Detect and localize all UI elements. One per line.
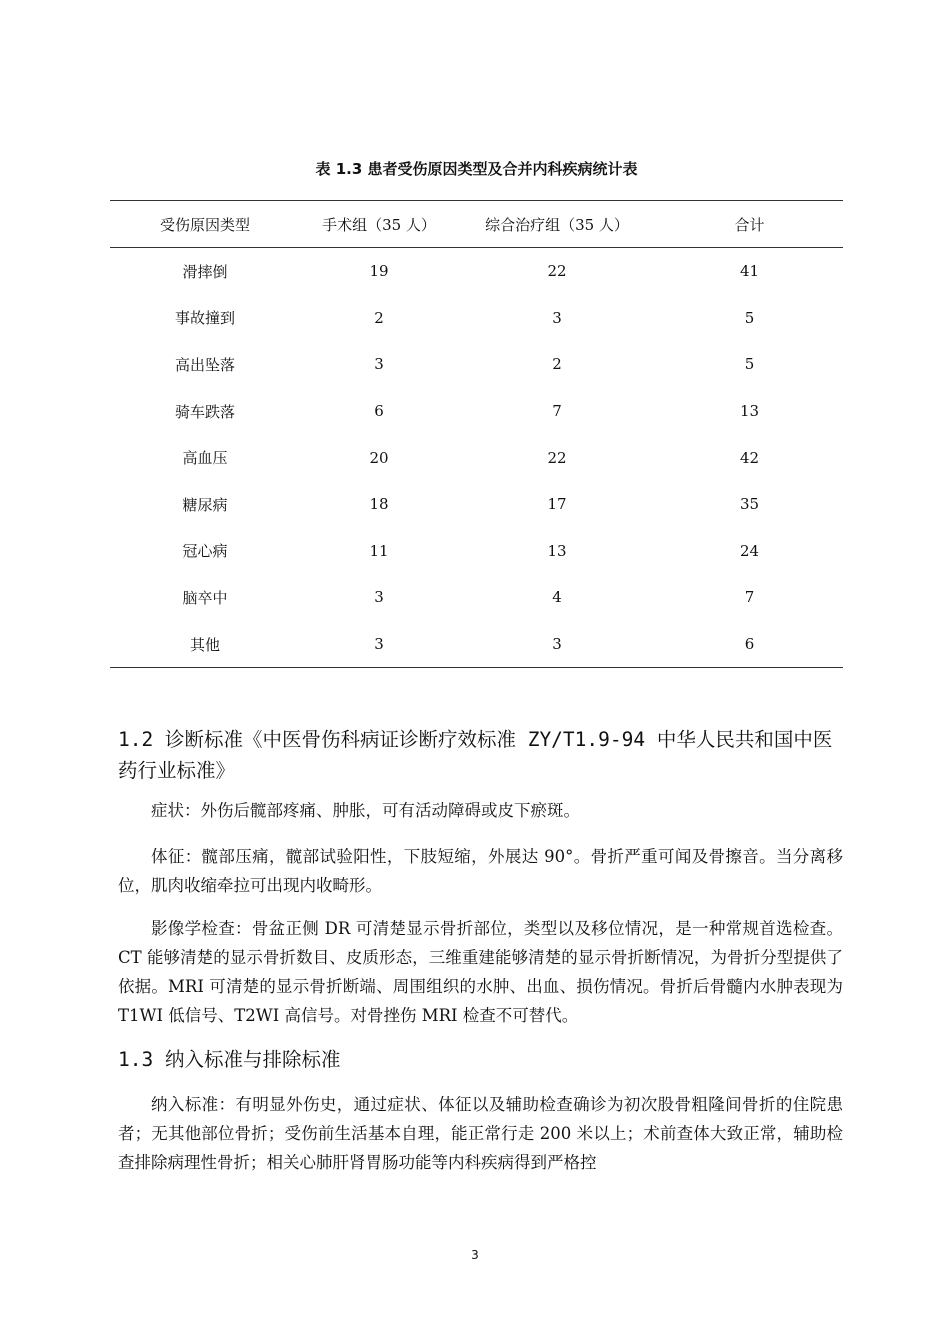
- table-row: [110, 528, 843, 575]
- table-row: [110, 481, 843, 528]
- table-cell: 22: [547, 448, 567, 467]
- column-header-injury-type: 受伤原因类型: [159, 215, 250, 234]
- table-cell: 6: [744, 635, 755, 654]
- paragraph-signs: 体征：髋部压痛，髋部试验阳性，下肢短缩，外展达 90°。骨折严重可闻及骨擦音。当分离移位，肌肉收缩牵拉可出现内收畸形。: [118, 847, 843, 895]
- table-row: [110, 574, 843, 621]
- table-cell: 3: [374, 355, 384, 374]
- table-cell: 其他: [189, 635, 220, 654]
- table-cell: 35: [739, 495, 760, 514]
- table-cell: 6: [374, 402, 384, 421]
- table-cell: 41: [739, 262, 760, 281]
- table-cell: 骑车跌落: [174, 402, 235, 421]
- table-row: [110, 621, 843, 668]
- table-cell: 5: [744, 308, 755, 327]
- section-heading-inclusion-exclusion: 1.3 纳入标准与排除标准: [118, 1048, 341, 1071]
- table-header-row: [110, 201, 843, 248]
- table-cell: 脑卒中: [182, 588, 228, 607]
- table-cell: 22: [547, 262, 567, 281]
- table-cell: 24: [739, 541, 760, 560]
- table-cell: 42: [739, 448, 760, 467]
- table-row: [110, 434, 843, 481]
- table-cell: 7: [552, 402, 562, 421]
- table-cell: 3: [552, 635, 562, 654]
- table-cell: 滑摔倒: [182, 262, 228, 281]
- table-cell: 7: [744, 588, 755, 607]
- table-cell: 3: [374, 588, 384, 607]
- paragraph-symptoms: 症状：外伤后髋部疼痛、肿胀，可有活动障碍或皮下瘀斑。: [151, 801, 580, 820]
- table-row: [110, 295, 843, 342]
- table-cell: 高出坠落: [174, 355, 235, 374]
- table-row: [110, 248, 843, 295]
- column-header-combined-treatment-group: 综合治疗组（35 人）: [485, 215, 629, 234]
- table-cell: 3: [552, 308, 562, 327]
- table-cell: 糖尿病: [182, 495, 228, 514]
- table-cell: 11: [369, 541, 389, 560]
- table-caption: 表 1.3 患者受伤原因类型及合并内科疾病统计表: [315, 160, 638, 178]
- table-row: [110, 388, 843, 435]
- paragraph-inclusion-criteria: 纳入标准：有明显外伤史，通过症状、体征以及辅助检查确诊为初次股骨粗隆间骨折的住院患者；无其他部位骨折；受伤前生活基本自理，能正常行走 200 米以上；术前查体大致正常，辅助检查排除病理性骨折；相关心肺肝肾胃肠功能等内科疾病得到严格控: [118, 1095, 843, 1172]
- table-cell: 17: [547, 495, 567, 514]
- section-heading-diagnostic-criteria: 1.2 诊断标准《中医骨伤科病证诊断疗效标准 ZY/T1.9-94 中华人民共和国中医药行业标准》: [118, 728, 833, 782]
- table-cell: 13: [739, 402, 760, 421]
- injury-statistics-table: [110, 200, 843, 668]
- table-row: [110, 341, 843, 388]
- table-cell: 4: [552, 588, 562, 607]
- column-header-total: 合计: [734, 215, 765, 234]
- table-cell: 高血压: [182, 449, 228, 468]
- table-cell: 2: [552, 355, 562, 374]
- paragraph-imaging: 影像学检查：骨盆正侧 DR 可清楚显示骨折部位，类型以及移位情况，是一种常规首选检查。CT 能够清楚的显示骨折数目、皮质形态，三维重建能够清楚的显示骨折断情况，为骨折分型提供了依据。MRI 可清楚的显示骨折断端、周围组织的水肿、出血、损伤情况。骨折后骨髓内水肿表现为 T1WI 低信号、T2WI 高信号。对骨挫伤 MRI 检查不可替代。: [118, 919, 843, 1025]
- table-cell: 3: [374, 635, 384, 654]
- table-cell: 20: [369, 448, 389, 467]
- page-number: 3: [471, 1248, 479, 1262]
- table-cell: 事故撞到: [174, 309, 235, 328]
- table-cell: 5: [744, 355, 755, 374]
- table-cell: 19: [369, 262, 389, 281]
- table-cell: 2: [374, 308, 384, 327]
- table-cell: 冠心病: [182, 542, 228, 561]
- table-cell: 13: [547, 541, 567, 560]
- column-header-surgery-group: 手术组（35 人）: [322, 215, 436, 234]
- table-cell: 18: [369, 495, 389, 514]
